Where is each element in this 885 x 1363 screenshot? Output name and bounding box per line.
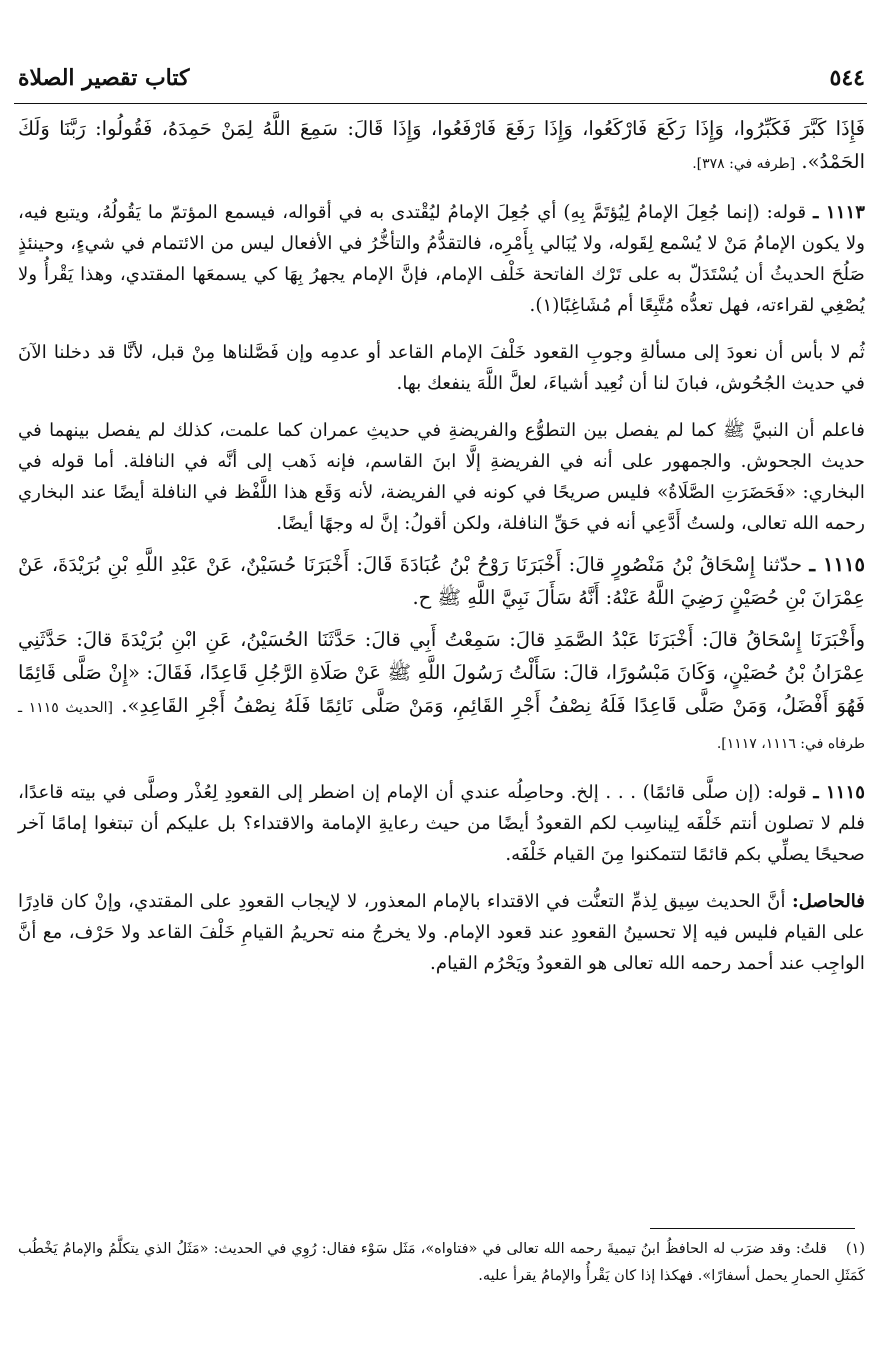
paragraph-text: قوله: (إن صلَّى قائمًا) . . . إلخ. وحاصِلُه عندي أن الإمام إن اضطر إلى القعودِ لِعُذْر وصلَّى في بيته قاعدًا، فلم لا تصلون أنتم خَلْفَه لِيناسِب لكم القعودُ أيضًا من حيث رعايةِ الإمامة والاقتداء؟ بل عليكم أن تبتغوا إمامًا آخر صحيحًا يصلِّي بكم قائمًا لتتمكنوا مِنَ القيام خَلْفَه.: [18, 782, 865, 865]
hadith-number: ١١١٣ ـ: [813, 202, 865, 223]
main-text: [18, 112, 865, 988]
book-title: كتاب تقصير الصلاة: [18, 65, 190, 91]
paragraph-conclusion: [18, 886, 865, 979]
paragraph-text: حدّثنا إِسْحَاقُ بْنُ مَنْصُورٍ قالَ: أَخْبَرَنَا رَوْحُ بْنُ عُبَادَةَ قَالَ: أَخْبَرَنَا حُسَيْنٌ، عَنْ عَبْدِ اللَّهِ بْنِ بُرَيْدَةَ، عَنْ عِمْرَانَ بْنِ حُصَيْنٍ رَضِيَ اللَّهُ عَنْهُ: أَنَّهُ سَأَلَ نَبِيَّ اللَّهِ ﷺ ح.: [18, 553, 865, 609]
page-number: ٥٤٤: [829, 65, 865, 91]
paragraph-hadith-1115: [18, 548, 865, 614]
paragraph-text: وأَخْبَرَنَا إِسْحَاقُ قالَ: أَخْبَرَنَا عَبْدُ الصَّمَدِ قالَ: سَمِعْتُ أَبِي قالَ: حَدَّثَنَا الحُسَيْنُ، عَنِ ابْنِ بُرَيْدَةَ قالَ: حَدَّثَنِي عِمْرَانُ بْنُ حُصَيْنٍ، وَكَانَ مَبْسُورًا، قالَ: سَأَلْتُ رَسُولَ اللَّهِ ﷺ عَنْ صَلَاةِ الرَّجُلِ قَاعِدًا، فَقَالَ: «إِنْ صَلَّى قَائِمًا فَهُوَ أَفْضَلُ، وَمَنْ صَلَّى قَاعِدًا فَلَهُ نِصْفُ أَجْرِ القَائِمِ، وَمَنْ صَلَّى نَائِمًا فَلَهُ نِصْفُ أَجْرِ القَاعِدِ».: [18, 628, 865, 717]
paragraph-text: ثُم لا بأس أن نعودَ إلى مسألةِ وجوبِ القعود خَلْفَ الإمام القاعد أو عدمِه وإن فَصَّلناها مِنْ قبل، لأنَّا قد دخلنا الآنَ في حديث الجُحُوش، فبانَ لنا أن نُعِيد أشياءَ، لعلَّ اللَّهَ ينفعك بها.: [18, 342, 865, 394]
paragraph-text: قوله: (إنما جُعِلَ الإمامُ لِيُؤتَمَّ بِهِ) أي جُعِلَ الإمامُ ليُقْتدى به في أقواله، فيسمع المؤتمّ ما يَقُولُهُ، ويتبع فيه، ولا يكون الإمامُ مَنْ لا يُسْمع لِقَوله، ولا يُبَالي بِأَمْرِه، فالتقدُّمُ والتأخُّرُ في الأفعال ليس من الائتمام في شيءٍ، وحينئذٍ صَلُحَ الحديثُ أن يُسْتَدَلّ به على تَرْك الفاتحة خَلْف الإمام، فإنَّ الإمام يجهرُ بِهَا كي يسمعَها المقتدي، وهذا يَقْرأُ ولا يُصْغِي لقراءته، فهل تعدُّه مُتَّبِعًا أم مُشَاغِبًا(١).: [18, 202, 865, 316]
page-header: [18, 58, 865, 98]
header-divider: [14, 103, 867, 104]
paragraph-text: فاعلم أن النبيَّ ﷺ كما لم يفصل بين التطوُّع والفريضةِ في حديثِ عمران كما علمت، كذلك لم يفصل بينهما في حديث الجحوش. والجمهور على أنه في الفريضةِ إلَّا ابنَ القاسم، فإنه ذَهب إلى أنَّه في النافلة. أما قوله في البخاري: «فَحَضَرَتِ الصَّلَاةُ» فليس صريحًا في كونه في الفريضة، لأنه وَقَع هذا اللَّفْظ في النافلة أيضًا عند البخاري رحمه الله تعالى، ولستُ أَدَّعِي أنه في حَقِّ النافلة، ولكن أقولُ: إنَّ له وجهًا أيضًا.: [18, 420, 865, 534]
footnote-text: قلتُ: وقد ضرَب له الحافظُ ابنُ تيميةَ رحمه الله تعالى في «فتاواه»، مَثَل سَوْء فقال: رُوِي في الحديث: «مَثَلُ الذي يتكلَّمُ والإمامُ يَخْطُب كَمَثَلِ الحمارِ يحمل أسفارًا». فهكذا إذا كان يَقْرأُ والإمامُ يقرأ عليه.: [18, 1241, 865, 1284]
paragraph-commentary-1113: [18, 197, 865, 321]
paragraph-discussion: [18, 337, 865, 399]
footnote-divider: [650, 1228, 855, 1229]
paragraph-text: أنَّ الحديث سِيق لِذمِّ التعنُّت في الاقتداء بالإمام المعذور، لا لإيجاب القعودِ على المقتدي، وإنْ كان قادِرًا على القيام فليس فيه إلا تحسينُ القعودِ عند قعود الإمام. ولا يخرجُ منه تحريمُ القيامِ خَلْفَ القاعد ولا حَرْف، مع أنَّ الواجِب عند أحمد رحمه الله تعالى هو القعودُ ويَحْرُم القيام.: [18, 891, 865, 974]
footnote: [18, 1236, 865, 1290]
paragraph-commentary-1115: [18, 777, 865, 870]
cross-reference: [طرفه في: ٣٧٨].: [692, 156, 796, 172]
paragraph-text: فَإِذَا كَبَّرَ فَكَبِّرُوا، وَإِذَا رَكَعَ فَارْكَعُوا، وَإِذَا رَفَعَ فَارْفَعُوا، وَإِذَا قَالَ: سَمِعَ اللَّهُ لِمَنْ حَمِدَهُ، فَقُولُوا: رَبَّنَا وَلَكَ الحَمْدُ».: [18, 117, 865, 173]
hadith-number: ١١١٥ ـ: [813, 782, 865, 803]
footnote-marker: (١): [845, 1241, 865, 1257]
lead-word: فالحاصل:: [792, 891, 865, 912]
cross-reference: [الحديث ١١١٥ ـ طرفاه في: ١١١٦، ١١١٧].: [18, 700, 865, 752]
hadith-number: ١١١٥ ـ: [809, 553, 865, 576]
paragraph-jumhur: [18, 415, 865, 539]
paragraph-hadith-continuation: [18, 112, 865, 181]
paragraph-hadith-chain: [18, 623, 865, 761]
